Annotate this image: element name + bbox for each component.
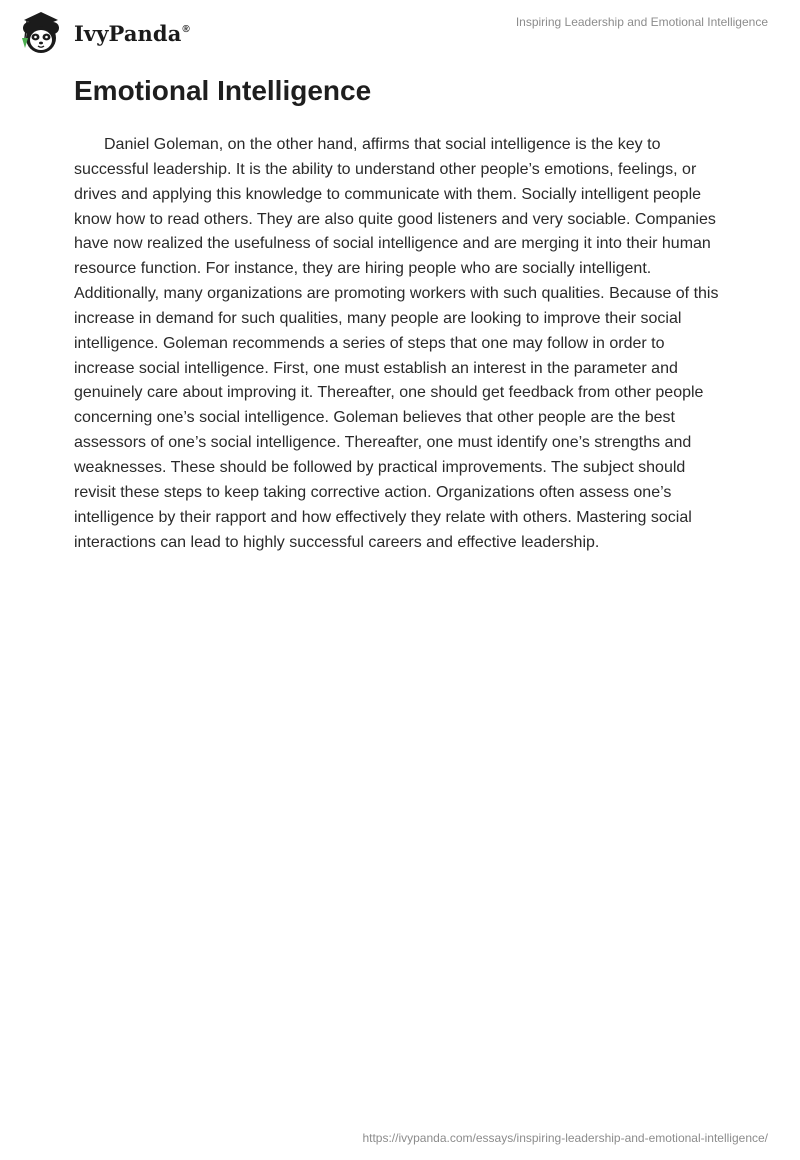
running-header-title: Inspiring Leadership and Emotional Intelligence: [515, 15, 768, 29]
source-url-link[interactable]: https://ivypanda.com/essays/inspiring-leadership-and-emotional-intelligence/: [362, 1131, 768, 1145]
panda-graduate-logo-icon: [16, 8, 66, 56]
section-heading: Emotional Intelligence: [74, 75, 372, 106]
brand-name: IvyPanda®: [74, 20, 190, 46]
brand-logo[interactable]: [16, 8, 190, 56]
body-paragraph: Daniel Goleman, on the other hand, affirms that social intelligence is the key to successful leadership. It is the ability to understand other people’s emotions, feelings, or drives and applying this knowledge to communicate with them. Socially intelligent people know how to read others. They are also quite good listeners and very sociable. Companies have now realized the usefulness of social intelligence and are merging it into their human resource function. For instance, they are hiring people who are socially intelligent. Additionally, many organizations are promoting workers with such qualities. Because of this increase in demand for such qualities, many people are looking to improve their social intelligence. Goleman recommends a series of steps that one may follow in order to increase social intelligence. First, one must establish an interest in the parameter and genuinely care about improving it. Thereafter, one should get feedback from other people concerning one’s social intelligence. Goleman believes that other people are the best assessors of one’s social intelligence. Thereafter, one must identify one’s strengths and weaknesses. These should be followed by practical improvements. The subject should revisit these steps to keep taking corrective action. Organizations often assess one’s intelligence by their rapport and how effectively they relate with others. Mastering social interactions can lead to highly successful careers and effective leadership.: [74, 136, 719, 551]
registered-mark: ®: [182, 23, 190, 35]
